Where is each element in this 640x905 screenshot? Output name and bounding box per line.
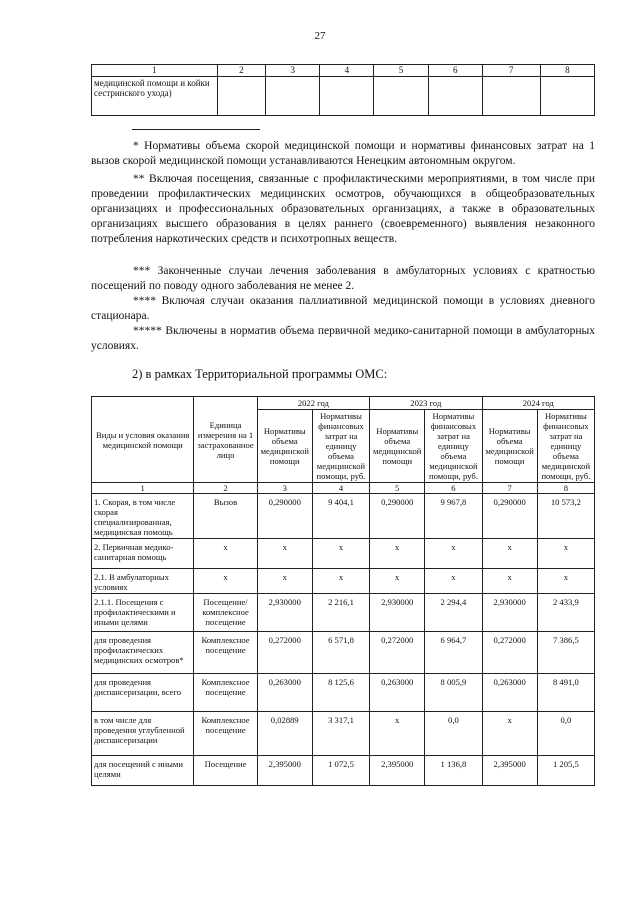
table-cell: 2 294,4 [425,594,482,632]
table-header-row [92,65,595,77]
table-cell: 6 964,7 [425,632,482,674]
table-cell: x [537,569,594,594]
table-cell: 9 404,1 [312,494,369,539]
table-cell: 9 967,8 [425,494,482,539]
table-cell: 0,272000 [482,632,537,674]
table-cell: 8 005,9 [425,674,482,712]
territorial-program-table [91,396,595,786]
footnote-3: *** Законченные случаи лечения заболевания в амбулаторных условиях с кратностью посещений по поводу одного заболевания не менее 2. [91,265,595,292]
row-name: в том числе для проведения углубленной диспансеризации [92,712,194,756]
table-cell: 0,263000 [482,674,537,712]
table-cell: 10 573,2 [537,494,594,539]
table-cell: 3 317,1 [312,712,369,756]
table-cell [217,77,266,116]
table-cell: 6 571,8 [312,632,369,674]
table-row [92,77,595,116]
table-cell: 0,02889 [257,712,312,756]
table-cell: 0,290000 [370,494,425,539]
year-header-2022: 2022 год [257,397,369,410]
row-name: для проведения профилактических медицинских осмотров* [92,632,194,674]
row-name: для посещений с иными целями [92,756,194,786]
table-cell: x [370,539,425,569]
table-row [92,569,595,594]
table-cell [320,77,374,116]
table-cell: 2,395000 [482,756,537,786]
table-cell: 0,290000 [257,494,312,539]
table-header-row [92,397,595,410]
column-number: 5 [370,483,425,494]
table-cell: 1 136,8 [425,756,482,786]
column-number: 2 [217,65,266,77]
table-cell [266,77,320,116]
table-row [92,756,595,786]
table-cell: 0,272000 [370,632,425,674]
table-cell: 0,0 [425,712,482,756]
table-cell: 2,395000 [257,756,312,786]
row-unit: Комплексное посещение [194,712,257,756]
table-cell: 8 491,0 [537,674,594,712]
table-row [92,674,595,712]
column-number: 6 [428,65,482,77]
table-cell: 0,290000 [482,494,537,539]
table-cell: x [537,539,594,569]
table-cell: x [482,712,537,756]
footnote-5: ***** Включены в норматив объема первичной медико-санитарной помощи в амбулаторных условиях. [91,325,595,352]
table-cell: 2,395000 [370,756,425,786]
table-row [92,594,595,632]
page-number: 27 [314,30,326,42]
column-header-cost: Нормативы финансовых затрат на единицу объема медицинской помощи, руб. [537,410,594,483]
table-cell: 0,272000 [257,632,312,674]
row-unit: Комплексное посещение [194,674,257,712]
table-cell: 0,0 [537,712,594,756]
table-cell: x [370,569,425,594]
column-number: 1 [92,65,218,77]
table-cell [428,77,482,116]
column-number: 7 [482,65,540,77]
column-header-cost: Нормативы финансовых затрат на единицу объема медицинской помощи, руб. [425,410,482,483]
column-number: 6 [425,483,482,494]
row-name: для проведения диспансеризации, всего [92,674,194,712]
table-cell: 2,930000 [482,594,537,632]
footnote-1: * Нормативы объема скорой медицинской помощи и нормативы финансовых затрат на 1 вызов скорой медицинской помощи устанавливаются Ненецким автономным округом. [91,140,595,167]
table-cell: x [312,539,369,569]
table-row [92,712,595,756]
column-header-cost: Нормативы финансовых затрат на единицу объема медицинской помощи, руб. [312,410,369,483]
row-label: медицинской помощи и койки сестринского ухода) [92,77,218,116]
year-header-2024: 2024 год [482,397,594,410]
table-cell: 2 216,1 [312,594,369,632]
table-cell: 2,930000 [257,594,312,632]
row-unit: Комплексное посещение [194,632,257,674]
row-unit: x [194,569,257,594]
column-number: 2 [194,483,257,494]
row-unit: Вызов [194,494,257,539]
table-row [92,539,595,569]
table-cell: x [425,569,482,594]
table-cell: 0,263000 [257,674,312,712]
row-name: 2. Первичная медико-санитарная помощь [92,539,194,569]
table-cell [374,77,428,116]
table-cell: x [312,569,369,594]
footnote-2: ** Включая посещения, связанные с профилактическими мероприятиями, в том числе при проведении профилактических медицинских осмотров, обучающихся в общеобразовательных организациях и профессиональных образовательных организациях, а также в образовательных организациях высшего образования в целях раннего (своевременного) выявления незаконного потребления наркотических средств и психотропных веществ. [91,173,595,245]
column-header-kind: Виды и условия оказания медицинской помощи [92,397,194,483]
table-row [92,494,595,539]
column-number: 8 [537,483,594,494]
table-cell: 0,263000 [370,674,425,712]
row-unit: Посещение [194,756,257,786]
column-number: 4 [320,65,374,77]
column-header-volume: Нормативы объема медицинской помощи [482,410,537,483]
row-name: 1. Скорая, в том числе скорая специализированная, медицинская помощь [92,494,194,539]
row-name: 2.1.1. Посещения с профилактическими и иными целями [92,594,194,632]
row-unit: x [194,539,257,569]
column-number: 4 [312,483,369,494]
table-cell: x [370,712,425,756]
footnote-4: **** Включая случаи оказания паллиативной медицинской помощи в условиях дневного стационара. [91,295,595,322]
table-cell: 8 125,6 [312,674,369,712]
table-cell [482,77,540,116]
table-cell: 1 205,5 [537,756,594,786]
column-number: 3 [266,65,320,77]
continuation-table [91,64,595,116]
table-cell: x [425,539,482,569]
column-header-volume: Нормативы объема медицинской помощи [257,410,312,483]
table-cell: 2 433,9 [537,594,594,632]
table-cell: x [482,539,537,569]
table-cell: x [257,569,312,594]
column-number: 5 [374,65,428,77]
column-header-volume: Нормативы объема медицинской помощи [370,410,425,483]
column-number: 3 [257,483,312,494]
footnote-separator [132,129,260,130]
row-name: 2.1. В амбулаторных условиях [92,569,194,594]
table-cell: x [257,539,312,569]
table-cell: 2,930000 [370,594,425,632]
column-number: 1 [92,483,194,494]
row-unit: Посещение/ комплексное посещение [194,594,257,632]
table-row [92,632,595,674]
section-title: 2) в рамках Территориальной программы ОМС: [132,367,388,381]
column-number: 7 [482,483,537,494]
table-cell: 1 072,5 [312,756,369,786]
column-number-row [92,483,595,494]
table-cell: 7 386,5 [537,632,594,674]
table-cell: x [482,569,537,594]
column-header-unit: Единица измерения на 1 застрахованное лицо [194,397,257,483]
year-header-2023: 2023 год [370,397,482,410]
table-cell [540,77,594,116]
column-number: 8 [540,65,594,77]
